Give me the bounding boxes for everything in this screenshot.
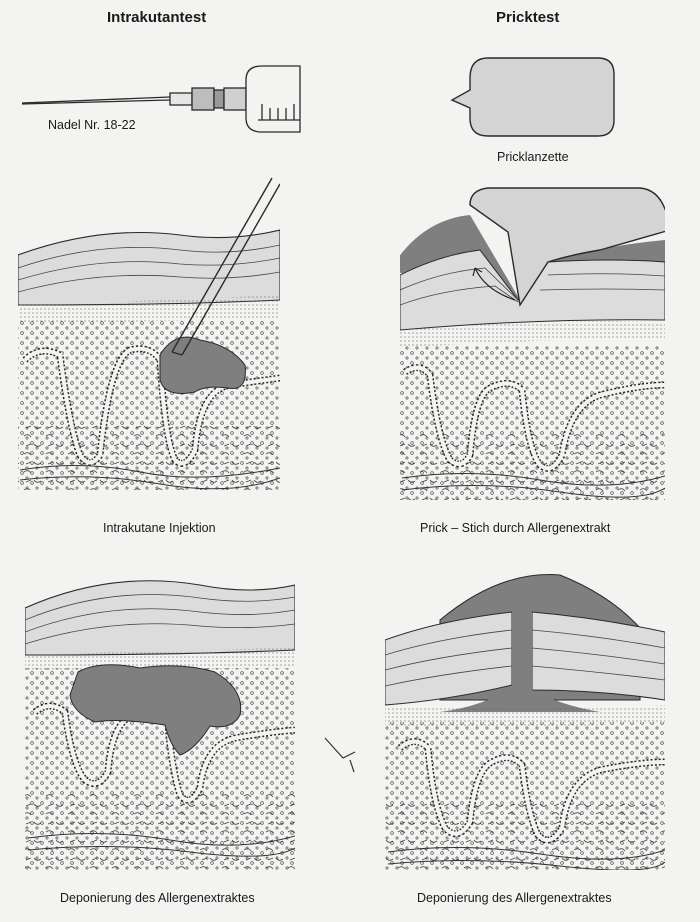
panel-intradermal-injection	[18, 170, 280, 490]
caption-intradermal-injection: Intrakutane Injektion	[103, 521, 216, 535]
panel-deposit-left	[25, 570, 295, 870]
caption-prick: Prick – Stich durch Allergenextrakt	[420, 521, 611, 535]
title-intradermal-test: Intrakutantest	[107, 9, 207, 26]
caption-deposit-right: Deponierung des Allergenextraktes	[417, 891, 612, 905]
panel-prick	[390, 180, 670, 500]
label-needle: Nadel Nr. 18-22	[48, 118, 136, 132]
panel-deposit-right	[385, 570, 665, 870]
caption-deposit-left: Deponierung des Allergenextraktes	[60, 891, 255, 905]
stray-mark	[325, 738, 355, 772]
label-lancet: Pricklanzette	[497, 150, 569, 164]
title-prick-test: Pricktest	[496, 9, 560, 26]
lancet-icon	[452, 58, 614, 136]
